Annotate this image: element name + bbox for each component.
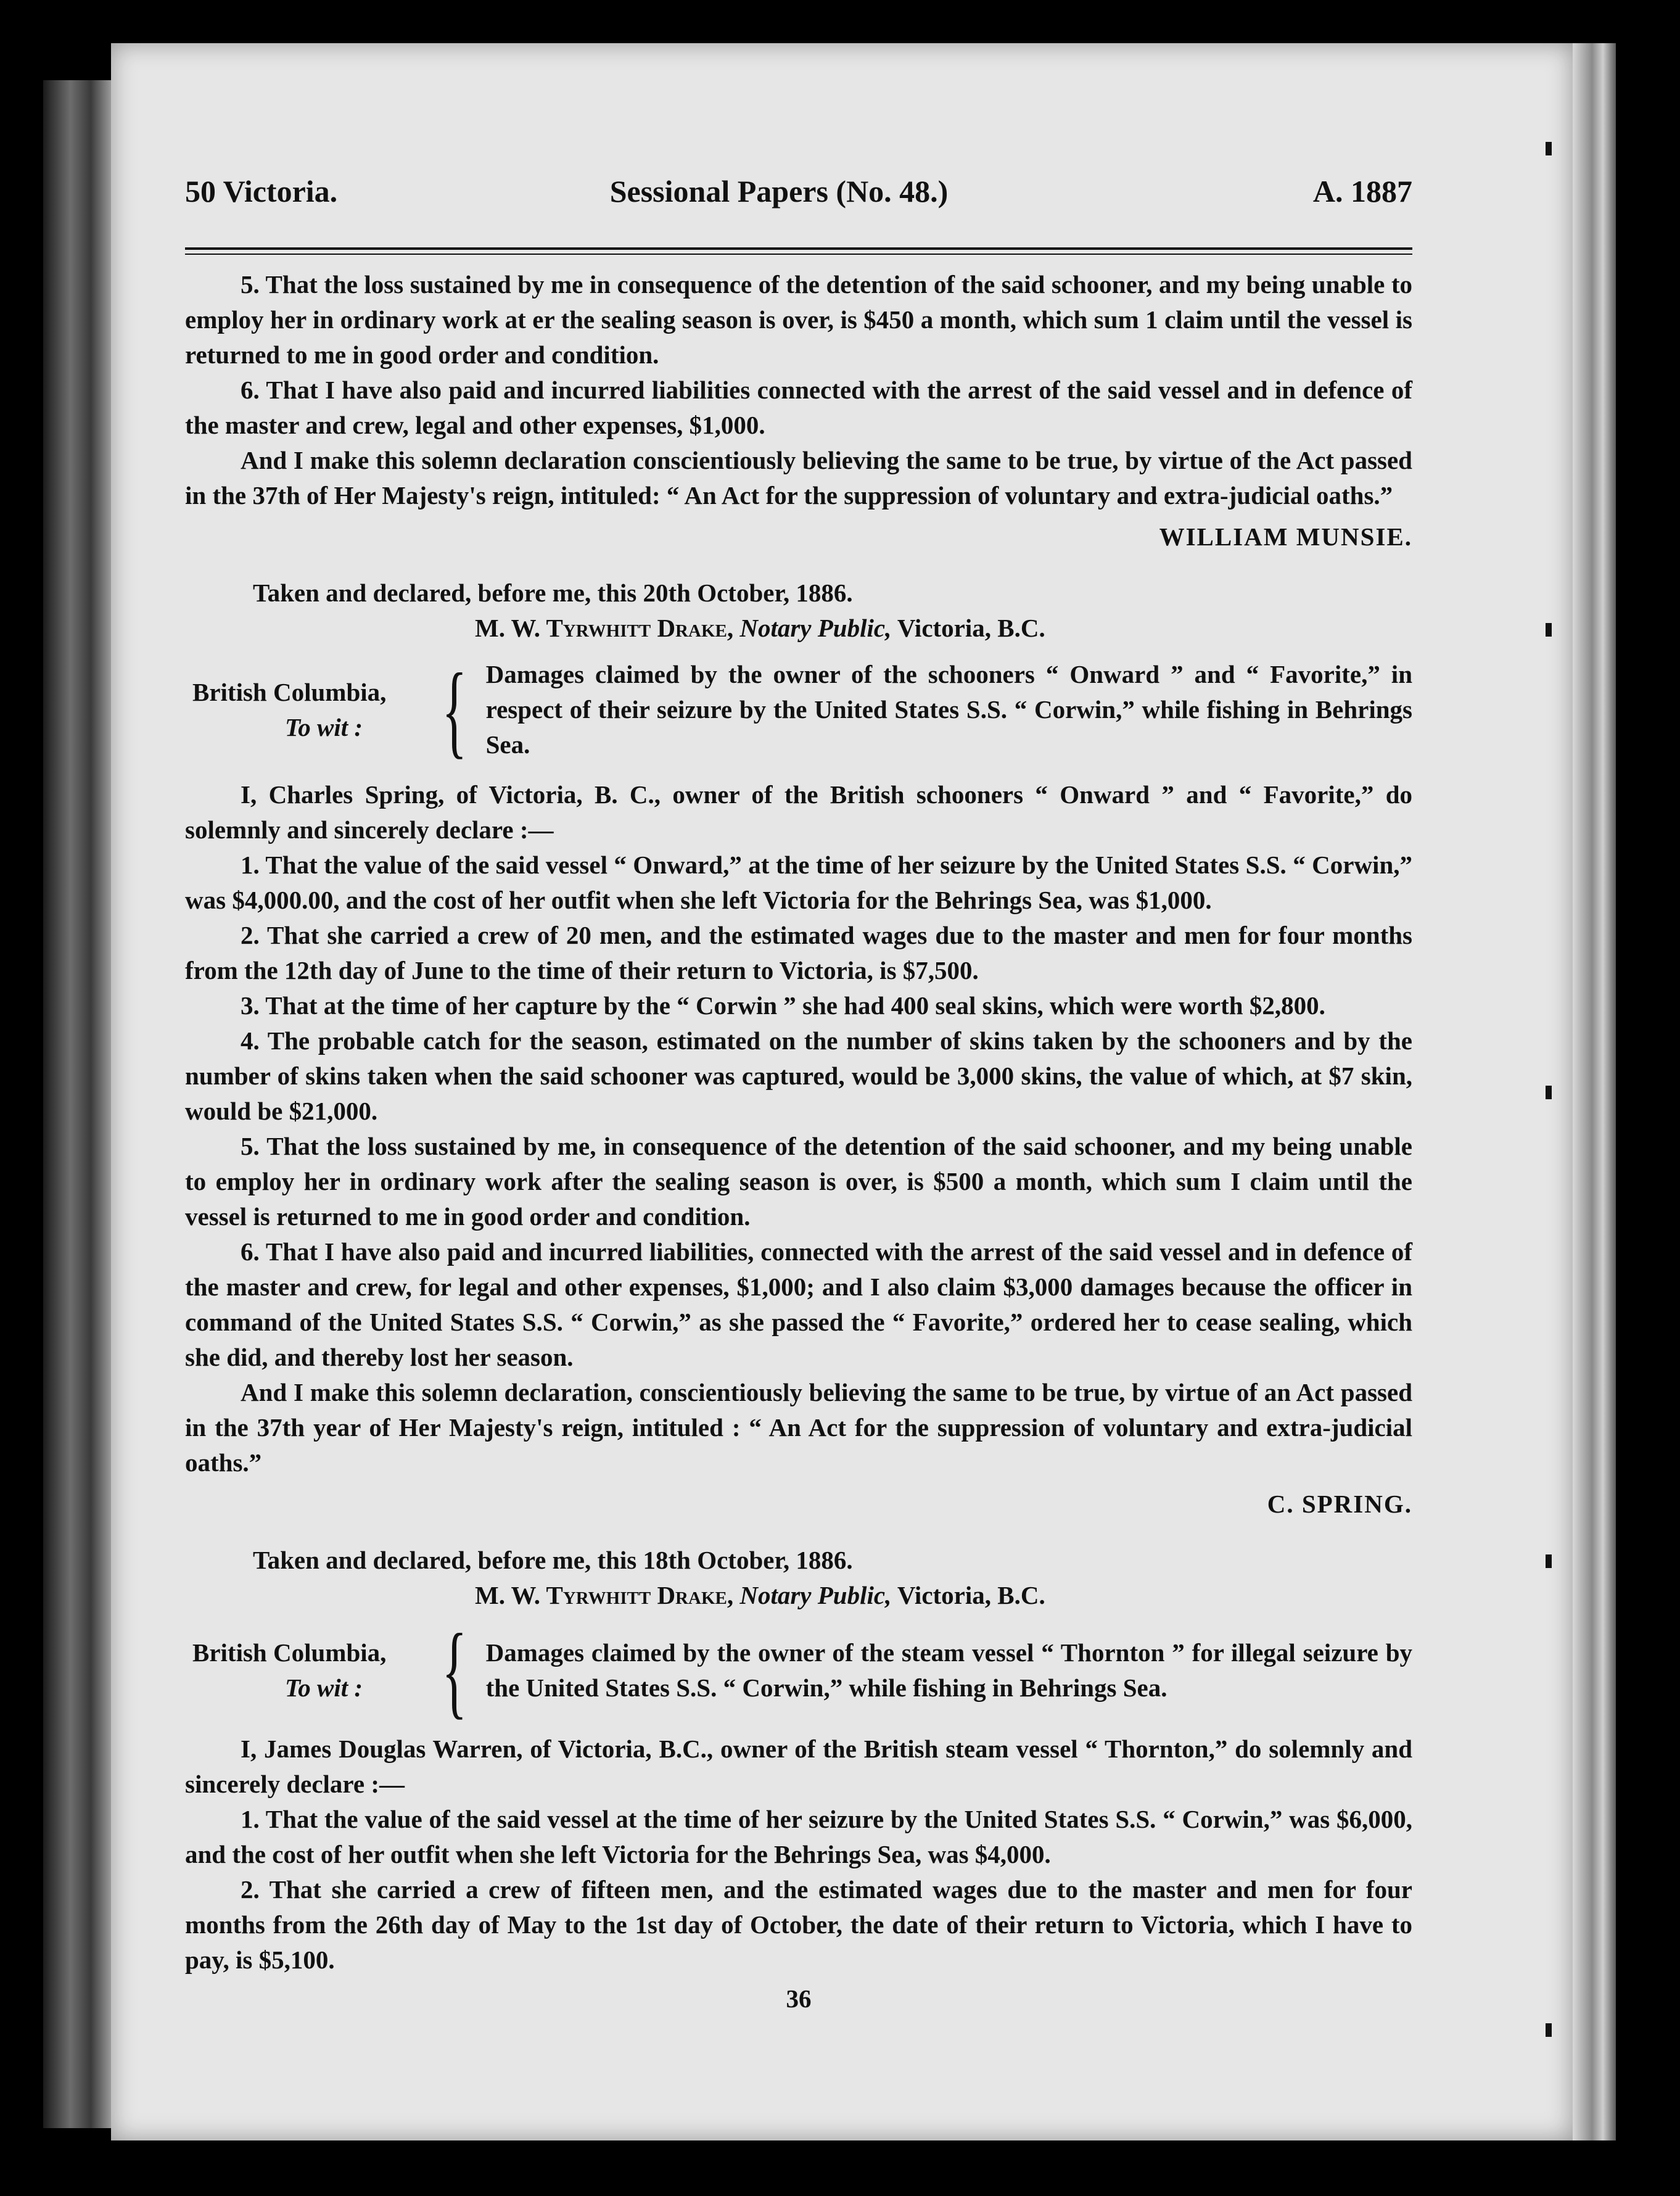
- claim-heading: [185, 1612, 1412, 1728]
- to-wit: To wit :: [285, 712, 363, 741]
- claim-heading: [185, 651, 1412, 768]
- paragraph: And I make this solemn declaration, conscientiously believing the same to be true, by virtue of an Act passed in the 37th year of Her Majesty's reign, intituled : “ An Act for the suppression of voluntary and extra-judicial oaths.”: [185, 1378, 1412, 1477]
- jurisdiction-name: British Columbia,: [192, 677, 387, 706]
- brace-glyph: {: [442, 1612, 467, 1728]
- jurisdiction: [185, 1635, 427, 1706]
- paragraph: 2. That she carried a crew of 20 men, and the estimated wages due to the master and men for four months from the 12th day of June to the time of their return to Victoria, is $7,500.: [185, 921, 1412, 984]
- jurisdiction: [185, 675, 427, 745]
- paragraph: 2. That she carried a crew of fifteen men, and the estimated wages due to the master and men for four months from the 26th day of May to the 1st day of October, the date of their return to Victoria, which I have to pay, is $5,100.: [185, 1875, 1412, 1974]
- paragraph: I, Charles Spring, of Victoria, B. C., owner of the British schooners “ Onward ” and “ Favorite,” do solemnly and sincerely declare :—: [185, 780, 1412, 844]
- header-year: A. 1887: [1312, 174, 1412, 208]
- claim-description: Damages claimed by the owner of the schooners “ Onward ” and “ Favorite,” in respect of their seizure by the United States S.S. “ Corwin,” while fishing in Behrings Sea.: [485, 660, 1412, 759]
- header-title: Sessional Papers (No. 48.): [609, 174, 949, 208]
- page-number: 36: [786, 1984, 812, 2013]
- signature: WILLIAM MUNSIE.: [1159, 522, 1412, 551]
- notary-place: Victoria, B.C.: [897, 1581, 1045, 1609]
- paragraph: 5. That the loss sustained by me, in consequence of the detention of the said schooner, and my being unable to employ her in ordinary work after the sealing season is over, is $500 a month, which sum I claim until the vessel is returned to me in good order and condition.: [185, 1132, 1412, 1231]
- page-edge: [1573, 43, 1616, 2140]
- paragraph: 6. That I have also paid and incurred liabilities, connected with the arrest of the said vessel and in defence of the master and crew, for legal and other expenses, $1,000; and I also claim $3,000 damages because the officer in command of the United States S.S. “ Corwin,” as she passed the “ Favorite,” ordered her to cease sealing, which she did, and thereby lost her season.: [185, 1237, 1412, 1371]
- page-content: [185, 123, 1412, 2016]
- binding-stitch: [1546, 1554, 1552, 1568]
- notary-place: Victoria, B.C.: [897, 614, 1045, 642]
- header-rule: [185, 247, 1412, 255]
- notary-line: [185, 1578, 1412, 1613]
- paragraph: 4. The probable catch for the season, estimated on the number of skins taken by the schooners and by the number of skins taken when the said schooner was captured, would be 3,000 skins, the value of which, at $7 skin, would be $21,000.: [185, 1026, 1412, 1125]
- book-spine: [43, 80, 111, 2128]
- claim-description: Damages claimed by the owner of the steam vessel “ Thornton ” for illegal seizure by the United States S.S. “ Corwin,” while fishing in Behrings Sea.: [485, 1638, 1412, 1702]
- binding-stitch: [1546, 2023, 1552, 2037]
- signature: C. SPRING.: [1267, 1490, 1412, 1518]
- binding-stitch: [1546, 142, 1552, 155]
- notary-title: Notary Public,: [739, 614, 892, 642]
- paragraph: 3. That at the time of her capture by the “ Corwin ” she had 400 seal skins, which were worth $2,800.: [241, 991, 1325, 1020]
- paragraph: 6. That I have also paid and incurred liabilities connected with the arrest of the said vessel and in defence of the master and crew, legal and other expenses, $1,000.: [185, 376, 1412, 439]
- notary-name: M. W. Tyrwhitt Drake,: [475, 614, 734, 642]
- to-wit: To wit :: [285, 1674, 363, 1702]
- notary-line: [185, 611, 1412, 646]
- brace-glyph: {: [442, 651, 467, 768]
- attestation: Taken and declared, before me, this 18th October, 1886.: [253, 1546, 853, 1574]
- paragraph: 5. That the loss sustained by me in consequence of the detention of the said schooner, and my being unable to employ her in ordinary work at er the sealing season is over, is $450 a month, which sum 1 claim until the vessel is returned to me in good order and condition.: [185, 270, 1412, 369]
- attestation: Taken and declared, before me, this 20th October, 1886.: [253, 579, 853, 607]
- header-volume: 50 Victoria.: [185, 174, 338, 208]
- notary-name: M. W. Tyrwhitt Drake,: [475, 1581, 734, 1609]
- notary-title: Notary Public,: [739, 1581, 892, 1609]
- paragraph: I, James Douglas Warren, of Victoria, B.C., owner of the British steam vessel “ Thornton,” do solemnly and sincerely declare :—: [185, 1735, 1412, 1798]
- jurisdiction-name: British Columbia,: [192, 1638, 387, 1667]
- paragraph: 1. That the value of the said vessel “ Onward,” at the time of her seizure by the United States S.S. “ Corwin,” was $4,000.00, and the cost of her outfit when she left Victoria for the Behrings Sea, was $1,000.: [185, 851, 1412, 914]
- paragraph: And I make this solemn declaration conscientiously believing the same to be true, by virtue of the Act passed in the 37th of Her Majesty's reign, intituled: “ An Act for the suppression of voluntary and extra-judicial oaths.”: [185, 446, 1412, 510]
- binding-stitch: [1546, 623, 1552, 637]
- binding-stitch: [1546, 1086, 1552, 1099]
- running-header: [185, 123, 1412, 213]
- paragraph: 1. That the value of the said vessel at the time of her seizure by the United States S.S. “ Corwin,” was $6,000, and the cost of her outfit when she left Victoria for the Behrings Sea, was $4,000.: [185, 1805, 1412, 1868]
